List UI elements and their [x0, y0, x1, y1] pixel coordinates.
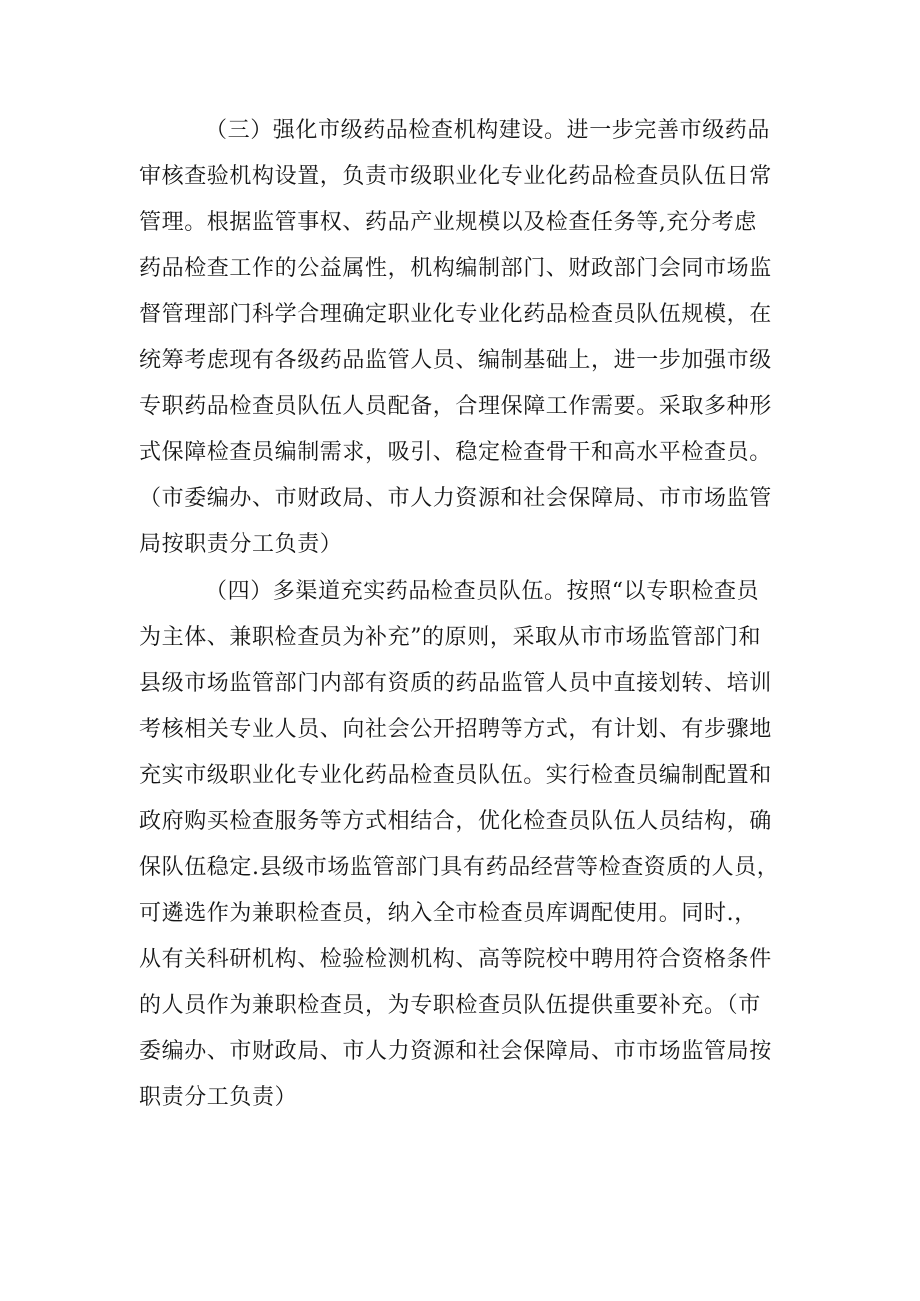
paragraph-line: 保队伍稳定.县级市场监管部门具有药品经营等检查资质的人员， — [139, 855, 780, 880]
paragraph-line: 充实市级职业化专业化药品检查员队伍。实行检查员编制配置和 — [139, 763, 772, 788]
paragraph-line: 式保障检查员编制需求，吸引、稳定检查骨干和高水平检查员。 — [139, 440, 772, 465]
paragraph-line: 管理。根据监管事权、药品产业规模以及检查任务等,充分考虑 — [139, 210, 757, 235]
paragraph-line: 可遴选作为兼职检查员，纳入全市检查员库调配使用。同时.， — [139, 901, 757, 926]
paragraph-line: （四）多渠道充实药品检查员队伍。按照“以专职检查员 — [205, 579, 760, 604]
paragraph-line: 药品检查工作的公益属性，机构编制部门、财政部门会同市场监 — [139, 256, 772, 281]
paragraph-line: 职责分工负责） — [139, 1085, 298, 1110]
paragraph-line: 为主体、兼职检查员为补充”的原则，采取从市市场监管部门和 — [139, 625, 762, 650]
paragraph-line: 委编办、市财政局、市人力资源和社会保障局、市市场监管局按 — [139, 1039, 772, 1064]
paragraph-line: 政府购买检查服务等方式相结合，优化检查员队伍人员结构，确 — [139, 809, 772, 834]
paragraph-line: 统筹考虑现有各级药品监管人员、编制基础上，进一步加强市级 — [139, 348, 772, 373]
paragraph-line: 局按职责分工负责） — [139, 532, 343, 557]
paragraph-line: （三）强化市级药品检查机构建设。进一步完善市级药品 — [205, 118, 771, 143]
paragraph-line: （市委编办、市财政局、市人力资源和社会保障局、市市场监管 — [139, 486, 772, 511]
paragraph-line: 县级市场监管部门内部有资质的药品监管人员中直接划转、培训 — [139, 671, 772, 696]
paragraph-line: 专职药品检查员队伍人员配备，合理保障工作需要。采取多种形 — [139, 394, 772, 419]
paragraph-line: 从有关科研机构、检验检测机构、高等院校中聘用符合资格条件 — [139, 947, 772, 972]
paragraph-line: 审核查验机构设置，负责市级职业化专业化药品检查员队伍日常 — [139, 164, 772, 189]
paragraph-line: 督管理部门科学合理确定职业化专业化药品检查员队伍规模，在 — [139, 302, 772, 327]
paragraph-line: 的人员作为兼职检查员，为专职检查员队伍提供重要补充。（市 — [139, 993, 761, 1018]
paragraph-line: 考核相关专业人员、向社会公开招聘等方式，有计划、有步骤地 — [139, 717, 772, 742]
